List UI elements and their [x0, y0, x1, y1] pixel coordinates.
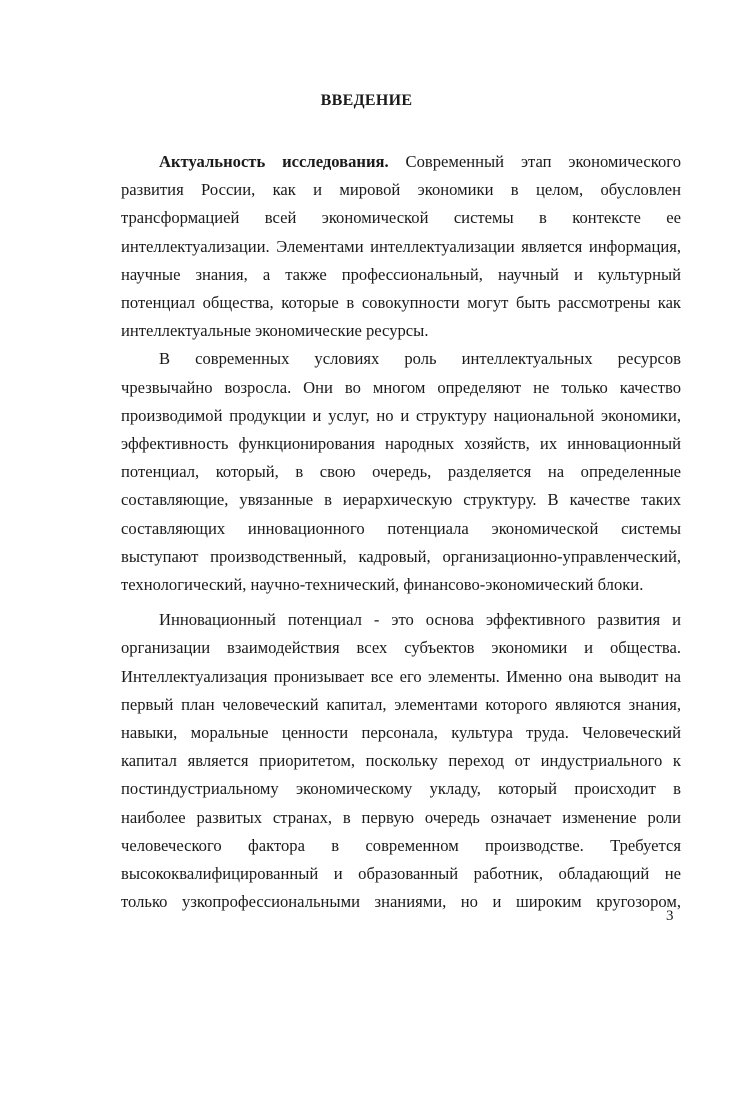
section-heading: ВВЕДЕНИЕ	[320, 92, 413, 109]
paragraph-line: Инновационный потенциал - это основа эффективного развития и	[159, 610, 681, 630]
paragraph-line: потенциал общества, которые в совокупности могут быть рассмотрены как	[121, 293, 681, 313]
paragraph-line: производимой продукции и услуг, но и структуру национальной экономики,	[121, 405, 681, 425]
paragraph-line: капитал является приоритетом, поскольку переход от индустриального к	[121, 751, 681, 771]
paragraph-line: трансформацией всей экономической системы в контексте ее	[121, 208, 681, 228]
paragraph-line: развития России, как и мировой экономики в целом, обусловлен	[121, 180, 681, 200]
paragraph-line	[121, 148, 681, 176]
paragraph-line: составляющие, увязанные в иерархическую структуру. В качестве таких	[121, 490, 681, 510]
paragraph-line: организации взаимодействия всех субъектов экономики и общества.	[121, 638, 681, 658]
paragraph-line: чрезвычайно возросла. Они во многом определяют не только качество	[121, 377, 681, 397]
paragraph-innovation	[121, 606, 681, 916]
paragraph-line: наиболее развитых странах, в первую очередь означает изменение роли	[121, 807, 681, 827]
paragraph-line: составляющих инновационного потенциала экономической системы	[121, 518, 681, 538]
page-number: 3	[666, 908, 674, 924]
paragraph-line: высококвалифицированный и образованный работник, обладающий не	[121, 864, 681, 884]
paragraph-line: интеллектуальные экономические ресурсы.	[121, 321, 429, 341]
paragraph-line: навыки, моральные ценности персонала, культура труда. Человеческий	[121, 723, 681, 743]
paragraph-line: Интеллектуализация пронизывает все его элементы. Именно она выводит на	[121, 666, 681, 686]
paragraph-line: интеллектуализации. Элементами интеллектуализации является информация,	[121, 236, 681, 256]
paragraph-line: В современных условиях роль интеллектуальных ресурсов	[159, 349, 681, 369]
paragraph-gap	[121, 599, 681, 606]
paragraph-line: человеческого фактора в современном производстве. Требуется	[121, 835, 681, 855]
paragraph-line: научные знания, а также профессиональный, научный и культурный	[121, 264, 681, 284]
body-text	[121, 148, 681, 916]
paragraph-line: потенциал, который, в свою очередь, разделяется на определенные	[121, 462, 681, 482]
paragraph-relevance	[121, 148, 681, 345]
paragraph-line: постиндустриальному экономическому укладу, который происходит в	[121, 779, 681, 799]
paragraph-line-text: Современный этап экономического	[388, 152, 681, 171]
paragraph-line: технологический, научно-технический, финансово-экономический блоки.	[121, 575, 644, 595]
paragraph-line: эффективность функционирования народных хозяйств, их инновационный	[121, 434, 681, 454]
paragraph-line: первый план человеческий капитал, элементами которого являются знания,	[121, 694, 681, 714]
paragraph-line: выступают производственный, кадровый, организационно-управленческий,	[121, 546, 681, 566]
paragraph-lead: Актуальность исследования.	[159, 152, 389, 171]
paragraph-conditions	[121, 345, 681, 599]
paragraph-line: только узкопрофессиональными знаниями, но и широким кругозором,	[121, 892, 681, 912]
